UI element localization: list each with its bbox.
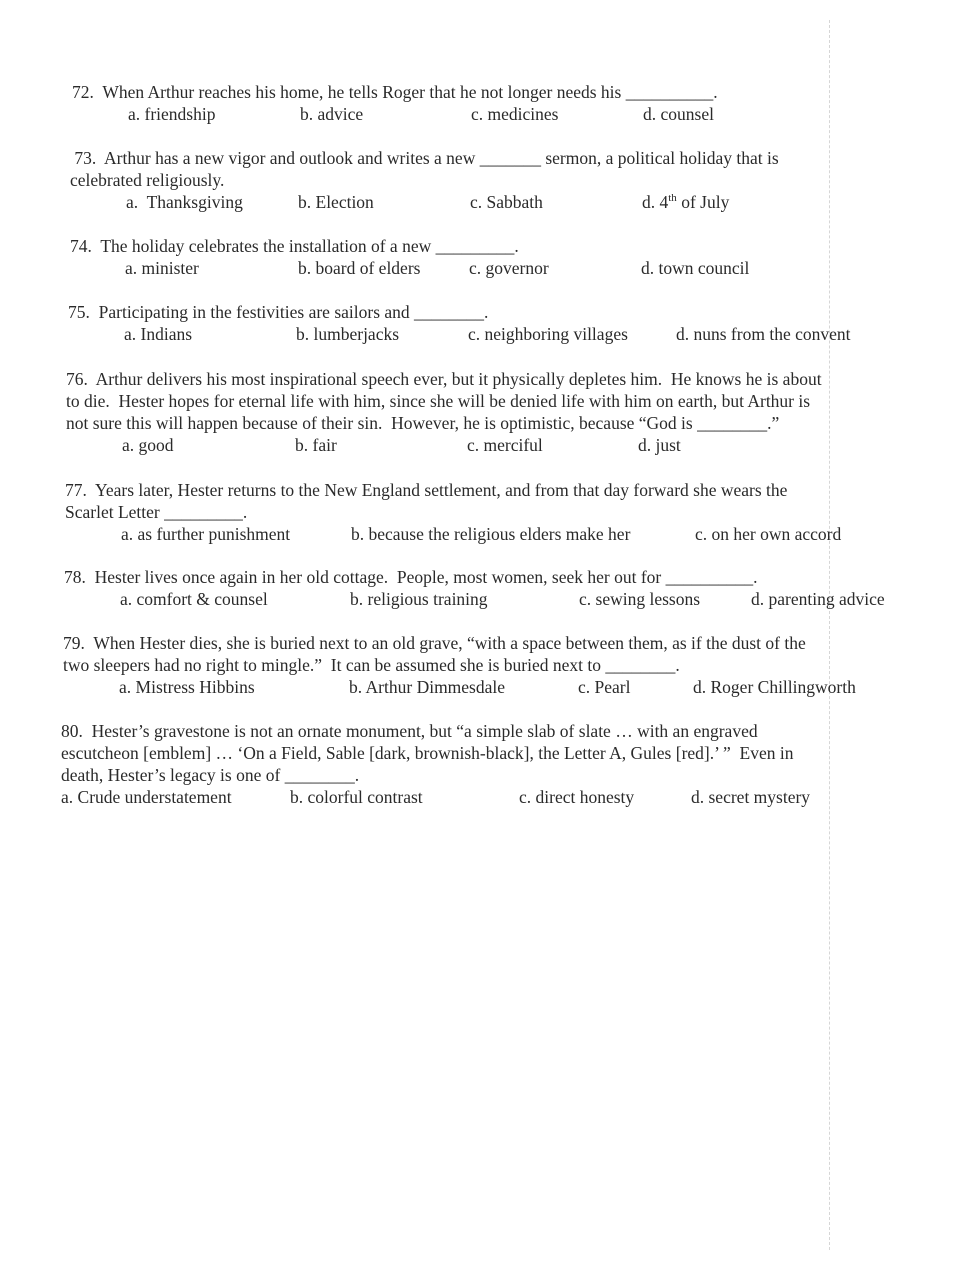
answer-choices [61,786,811,808]
question-73 [70,147,779,213]
answer-choices [72,103,718,125]
question-stem: 80. Hester’s gravestone is not an ornate monument, but “a simple slab of slate … with an engraved [61,721,758,741]
choice-b[interactable]: b. lumberjacks [296,324,400,344]
choice-b[interactable]: b. Election [298,192,374,212]
question-77 [65,479,842,545]
question-stem-continued: two sleepers had no right to mingle.” It can be assumed she is buried next to ________. [63,655,680,675]
question-79 [63,632,856,698]
answer-choices [63,676,856,698]
choice-a[interactable]: a. minister [125,258,199,278]
answer-choices [68,323,851,345]
question-stem-continued: Scarlet Letter _________. [65,502,248,522]
choice-c[interactable]: c. direct honesty [519,787,635,807]
question-stem-continued: escutcheon [emblem] … ‘On a Field, Sable [dark, brownish-black], the Letter A, Gules [red].’ ” Even in [61,743,794,763]
answer-choices [70,257,750,279]
choice-a[interactable]: a. Mistress Hibbins [119,677,255,697]
question-stem: 76. Arthur delivers his most inspirational speech ever, but it physically depletes him. He knows he is about [66,369,822,389]
question-78 [64,566,885,610]
choice-c[interactable]: c. governor [469,258,549,278]
choice-b[interactable]: b. religious training [350,589,488,609]
choice-b[interactable]: b. board of elders [298,258,421,278]
choice-c[interactable]: c. Sabbath [470,192,543,212]
choice-a[interactable]: a. good [122,435,174,455]
question-stem-continued: not sure this will happen because of their sin. However, he is optimistic, because “God is ________.” [66,413,780,433]
question-stem: 75. Participating in the festivities are sailors and ________. [68,302,489,322]
choice-b[interactable]: b. Arthur Dimmesdale [349,677,506,697]
choice-a[interactable]: a. as further punishment [121,524,291,544]
choice-c[interactable]: c. Pearl [578,677,631,697]
choice-c[interactable]: c. neighboring villages [468,324,628,344]
question-74 [70,235,750,279]
choice-d[interactable]: d. nuns from the convent [676,324,851,344]
choice-c[interactable]: c. sewing lessons [579,589,701,609]
choice-a[interactable]: a. Thanksgiving [126,192,243,212]
answer-choices [64,588,885,610]
choice-c[interactable]: c. merciful [467,435,543,455]
question-72 [72,81,718,125]
question-stem-continued: celebrated religiously. [70,170,225,190]
choice-a[interactable]: a. Crude understatement [61,787,232,807]
question-stem-continued: death, Hester’s legacy is one of ________. [61,765,360,785]
question-stem-continued: to die. Hester hopes for eternal life with him, since she will be denied life with him on earth, but Arthur is [66,391,811,411]
answer-choices [70,191,779,213]
choice-d[interactable]: d. just [638,435,681,455]
choice-b[interactable]: b. fair [295,435,337,455]
choice-b[interactable]: b. advice [300,104,364,124]
question-stem: 78. Hester lives once again in her old cottage. People, most women, seek her out for __________. [64,567,758,587]
choice-d[interactable]: d. town council [641,258,750,278]
question-80 [61,720,811,808]
choice-d[interactable]: d. Roger Chillingworth [693,677,856,697]
answer-choices [66,434,822,456]
choice-d[interactable]: d. 4th of July [642,192,730,212]
choice-d[interactable]: d. counsel [643,104,714,124]
choice-a[interactable]: a. Indians [124,324,193,344]
question-stem: 77. Years later, Hester returns to the New England settlement, and from that day forward she wears the [65,480,788,500]
choice-c[interactable]: c. on her own accord [695,524,842,544]
choice-b[interactable]: b. because the religious elders make her [351,524,631,544]
choice-a[interactable]: a. friendship [128,104,216,124]
question-stem: 73. Arthur has a new vigor and outlook and writes a new _______ sermon, a political holiday that is [74,148,779,168]
choice-a[interactable]: a. comfort & counsel [120,589,268,609]
question-stem: 72. When Arthur reaches his home, he tells Roger that he not longer needs his __________. [72,82,718,102]
choice-c[interactable]: c. medicines [471,104,559,124]
question-stem: 79. When Hester dies, she is buried next to an old grave, “with a space between them, as if the dust of the [63,633,806,653]
page-fold-line [829,20,830,1250]
question-stem: 74. The holiday celebrates the installation of a new _________. [70,236,519,256]
answer-choices [65,523,842,545]
choice-d[interactable]: d. secret mystery [691,787,811,807]
question-75 [68,301,851,345]
choice-b[interactable]: b. colorful contrast [290,787,423,807]
choice-d[interactable]: d. parenting advice [751,589,885,609]
question-76 [66,368,822,456]
